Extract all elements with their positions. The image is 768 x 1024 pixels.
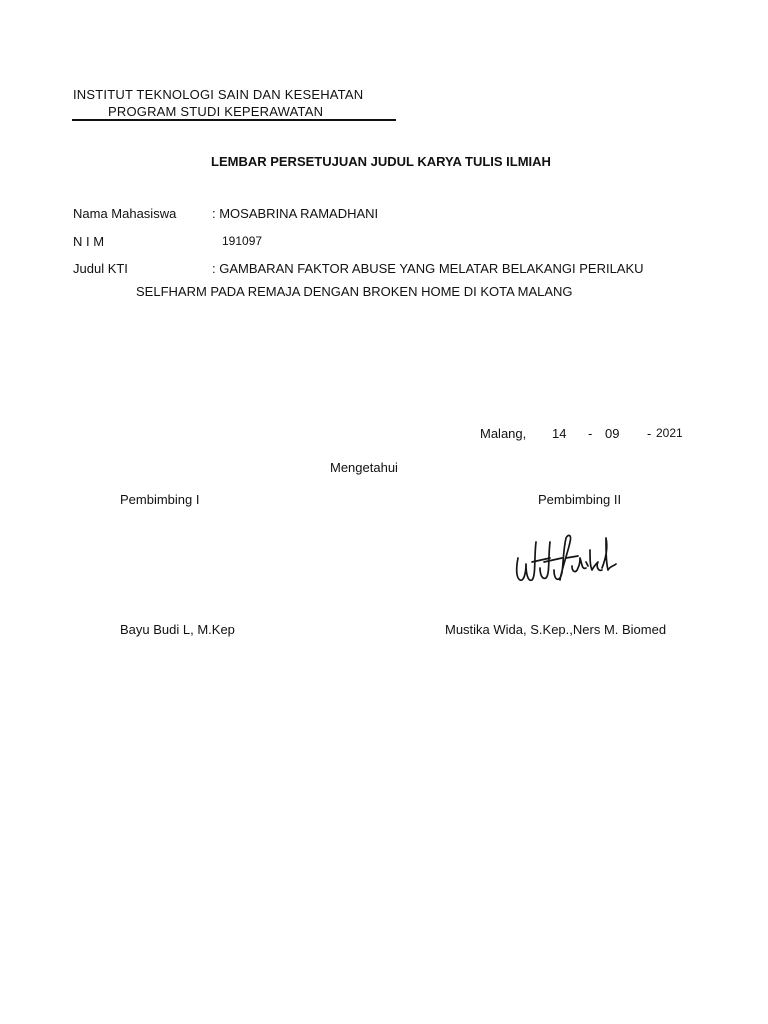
judul-value-line2: SELFHARM PADA REMAJA DENGAN BROKEN HOME DI KOTA MALANG [136,284,573,299]
pembimbing2-label: Pembimbing II [538,492,622,507]
document-title: LEMBAR PERSETUJUAN JUDUL KARYA TULIS ILMIAH [211,154,551,169]
institution-name: INSTITUT TEKNOLOGI SAIN DAN KESEHATAN [73,87,364,102]
date-day: 14 [552,426,567,441]
date-city: Malang, [480,426,527,441]
pembimbing2-name: Mustika Wida, S.Kep.,Ners M. Biomed [445,622,667,637]
signature-stroke-6 [566,556,578,558]
date-year: 2021 [656,426,683,440]
header-underline [72,119,396,121]
signature-stroke-8 [586,562,588,566]
date-separator-1: - [588,426,593,441]
date-month: 09 [605,426,620,441]
pembimbing1-name: Bayu Budi L, M.Kep [120,622,235,637]
nim-label: N I M [73,234,105,249]
nim-value: 191097 [222,234,263,248]
nama-value: : MOSABRINA RAMADHANI [212,206,379,221]
mengetahui-label: Mengetahui [330,460,398,475]
judul-label: Judul KTI [73,261,128,276]
signature-stroke-9 [590,550,602,570]
program-name: PROGRAM STUDI KEPERAWATAN [108,104,324,119]
judul-value-line1: : GAMBARAN FAKTOR ABUSE YANG MELATAR BELAKANGI PERILAKU [212,261,644,276]
signature-stroke-7 [572,558,586,572]
signature-stroke-10 [602,538,616,570]
nama-label: Nama Mahasiswa [73,206,177,221]
signature-image [510,528,618,590]
pembimbing1-label: Pembimbing I [120,492,200,507]
date-separator-2: - [647,426,652,441]
